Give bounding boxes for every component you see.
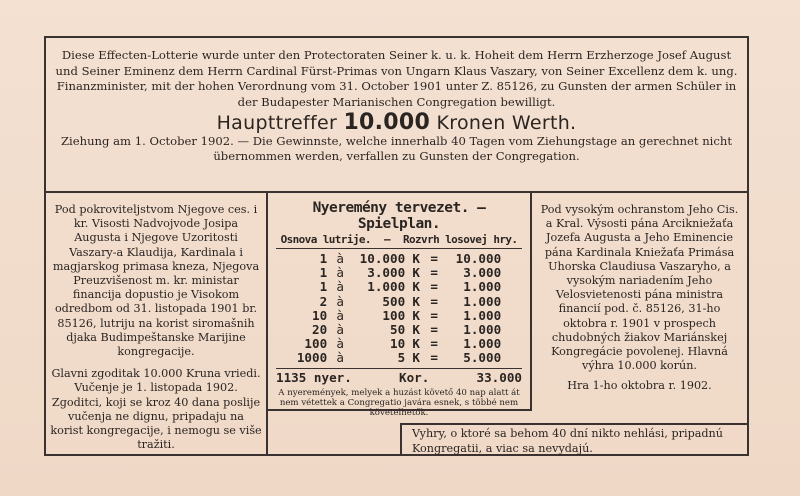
prize-equals: = (430, 265, 438, 281)
prize-equals: = (430, 251, 438, 266)
headline-amount: 10.000 (343, 110, 431, 135)
prize-a: à (336, 307, 344, 323)
prize-count: 1 (319, 279, 328, 295)
plan-note: A nyeremények, melyek a huzást követő 40 nap alatt át nem vétettek a Congregatio javára esnek, s többé nem követelhetők. (278, 387, 520, 419)
german-intro: Diese Effecten-Lotterie wurde unter den Protectoraten Seiner k. u. k. Hoheit dem Herrn Erzherzoge Josef August und Seiner Eminenz dem Herrn Cardinal Fürst-Primas von Ungarn Klaus Vaszary, von Seiner Excellenz dem k. ung. Finanzminister, mit der hohen Verordnung vom 31. October 1901 unter Z. 85126, zu Gunsten der armen Schüler in der Budapester Marianischen Congregation bewilligt. (55, 48, 738, 109)
prize-row (295, 323, 503, 337)
main-prize-headline (46, 110, 747, 135)
prize-value: 50 (390, 322, 406, 338)
prize-unit: K (412, 293, 420, 309)
prize-value: 10 (390, 336, 406, 352)
prize-unit: K (412, 251, 420, 266)
prize-row (295, 295, 503, 309)
prize-total: 1.000 (463, 322, 502, 338)
prize-count: 1 (319, 251, 328, 266)
prize-total: 1.000 (463, 307, 502, 323)
prize-row (295, 280, 503, 294)
prize-table (295, 252, 503, 366)
draw-info: Ziehung am 1. October 1902. — Die Gewinnste, welche innerhalb 40 Tagen vom Ziehungstage an gerechnet nicht übernommen werden, verfallen zu Gunsten der Congregation. (60, 133, 733, 163)
prize-row (295, 309, 503, 323)
slovak-paragraph-2: Hra 1-ho oktobra r. 1902. (567, 379, 712, 393)
slovak-paragraph-1: Pod vysokým ochranstom Jeho Cis. a Kral. Výsosti pána Arcikniežaťa Jozefa Augusta a Jeho Eminencie pána Kardinala Kniežaťa Primása Uhorska Claudiusa Vaszaryho, a vysokým nariadením Jeho Velosvietenosti pána ministra financií pod. č. 85126, 31-ho oktobra r. 1901 v prospech chudobných žiakov Mariánskej Kongregácie povolenej. Hlavná výhra 10.000 korún. (540, 203, 739, 373)
total-amount: 33.000 (476, 369, 522, 385)
prize-equals: = (430, 336, 438, 352)
german-header (46, 38, 747, 191)
prize-total-row (276, 368, 522, 385)
prize-count: 10 (312, 307, 328, 323)
prize-a: à (336, 322, 344, 338)
prize-count: 20 (312, 322, 328, 338)
prize-total: 3.000 (463, 265, 502, 281)
prize-unit: K (412, 265, 420, 281)
prize-equals: = (430, 293, 438, 309)
plan-subtitle (276, 233, 522, 249)
prize-value: 100 (382, 307, 406, 323)
prize-row (295, 351, 503, 365)
prize-value: 5 (397, 350, 406, 366)
prize-total: 1.000 (463, 279, 502, 295)
prize-unit: K (412, 322, 420, 338)
headline-pre: Haupttreffer (216, 112, 338, 134)
prize-unit: K (412, 279, 420, 295)
prize-equals: = (430, 322, 438, 338)
prize-total: 1.000 (463, 336, 502, 352)
headline-post: Kronen Werth. (436, 112, 577, 134)
slovak-column (532, 193, 747, 456)
prize-total: 10.000 (455, 251, 502, 266)
prize-unit: K (412, 336, 420, 352)
prize-count: 2 (319, 293, 328, 309)
prize-a: à (336, 350, 344, 366)
prize-value: 500 (382, 293, 406, 309)
prize-row (295, 266, 503, 280)
plan-title: Nyeremény tervezet. — Spielplan. (312, 200, 486, 232)
slovak-bottom-note: Vyhry, o ktoré sa behom 40 dní nikto nehlási, pripadnú Kongregatii, a viac sa nevydajú. (400, 423, 747, 456)
prize-equals: = (430, 307, 438, 323)
plan-sub-right: Rozvrh losovej hry. (402, 233, 518, 246)
croatian-paragraph-1: Pod pokroviteljstvom Njegove ces. i kr. Visosti Nadvojvode Josipa Augusta i Njegove Uzoritosti Vaszary-a Klaudija, Kardinala i magjarskog primasa kneza, Njegova Preuzvišenost m. kr. ministar financija dopustio je Visokom odredbom od 31. listopada 1901 br. 85126, lutriju na korist siromašnih djaka Budimpeštanske Marijine kongregacije. (52, 203, 260, 359)
prize-a: à (336, 279, 344, 295)
prize-equals: = (430, 350, 438, 366)
total-count: 1135 nyer. (276, 369, 352, 385)
prize-count: 100 (304, 336, 328, 352)
prize-value: 1.000 (367, 279, 406, 295)
prize-count: 1000 (296, 350, 328, 366)
total-unit: Kor. (398, 369, 430, 385)
prize-a: à (336, 293, 344, 309)
prize-equals: = (430, 279, 438, 295)
croatian-paragraph-2: Glavni zgoditak 10.000 Kruna vriedi. Vučenje je 1. listopada 1902. Zgoditci, koji se kroz 40 dana poslije vučenja ne dignu, pripadaju na korist kongregacije, i nemogu se više tražiti. (50, 367, 262, 452)
prize-a: à (336, 265, 344, 281)
prize-plan (268, 193, 532, 419)
prize-total: 1.000 (463, 293, 502, 309)
plan-sub-left: Osnova lutrije. (280, 233, 371, 246)
prize-a: à (336, 251, 344, 266)
prize-value: 10.000 (359, 251, 406, 266)
prize-unit: K (412, 307, 420, 323)
prize-value: 3.000 (367, 265, 406, 281)
prize-unit: K (412, 350, 420, 366)
sub-sep: — (383, 233, 390, 246)
prize-row (295, 252, 503, 266)
prize-count: 1 (319, 265, 328, 281)
croatian-column (46, 193, 268, 456)
prize-total: 5.000 (463, 350, 502, 366)
ticket-frame (44, 36, 749, 456)
prize-row (295, 337, 503, 351)
prize-a: à (336, 336, 344, 352)
